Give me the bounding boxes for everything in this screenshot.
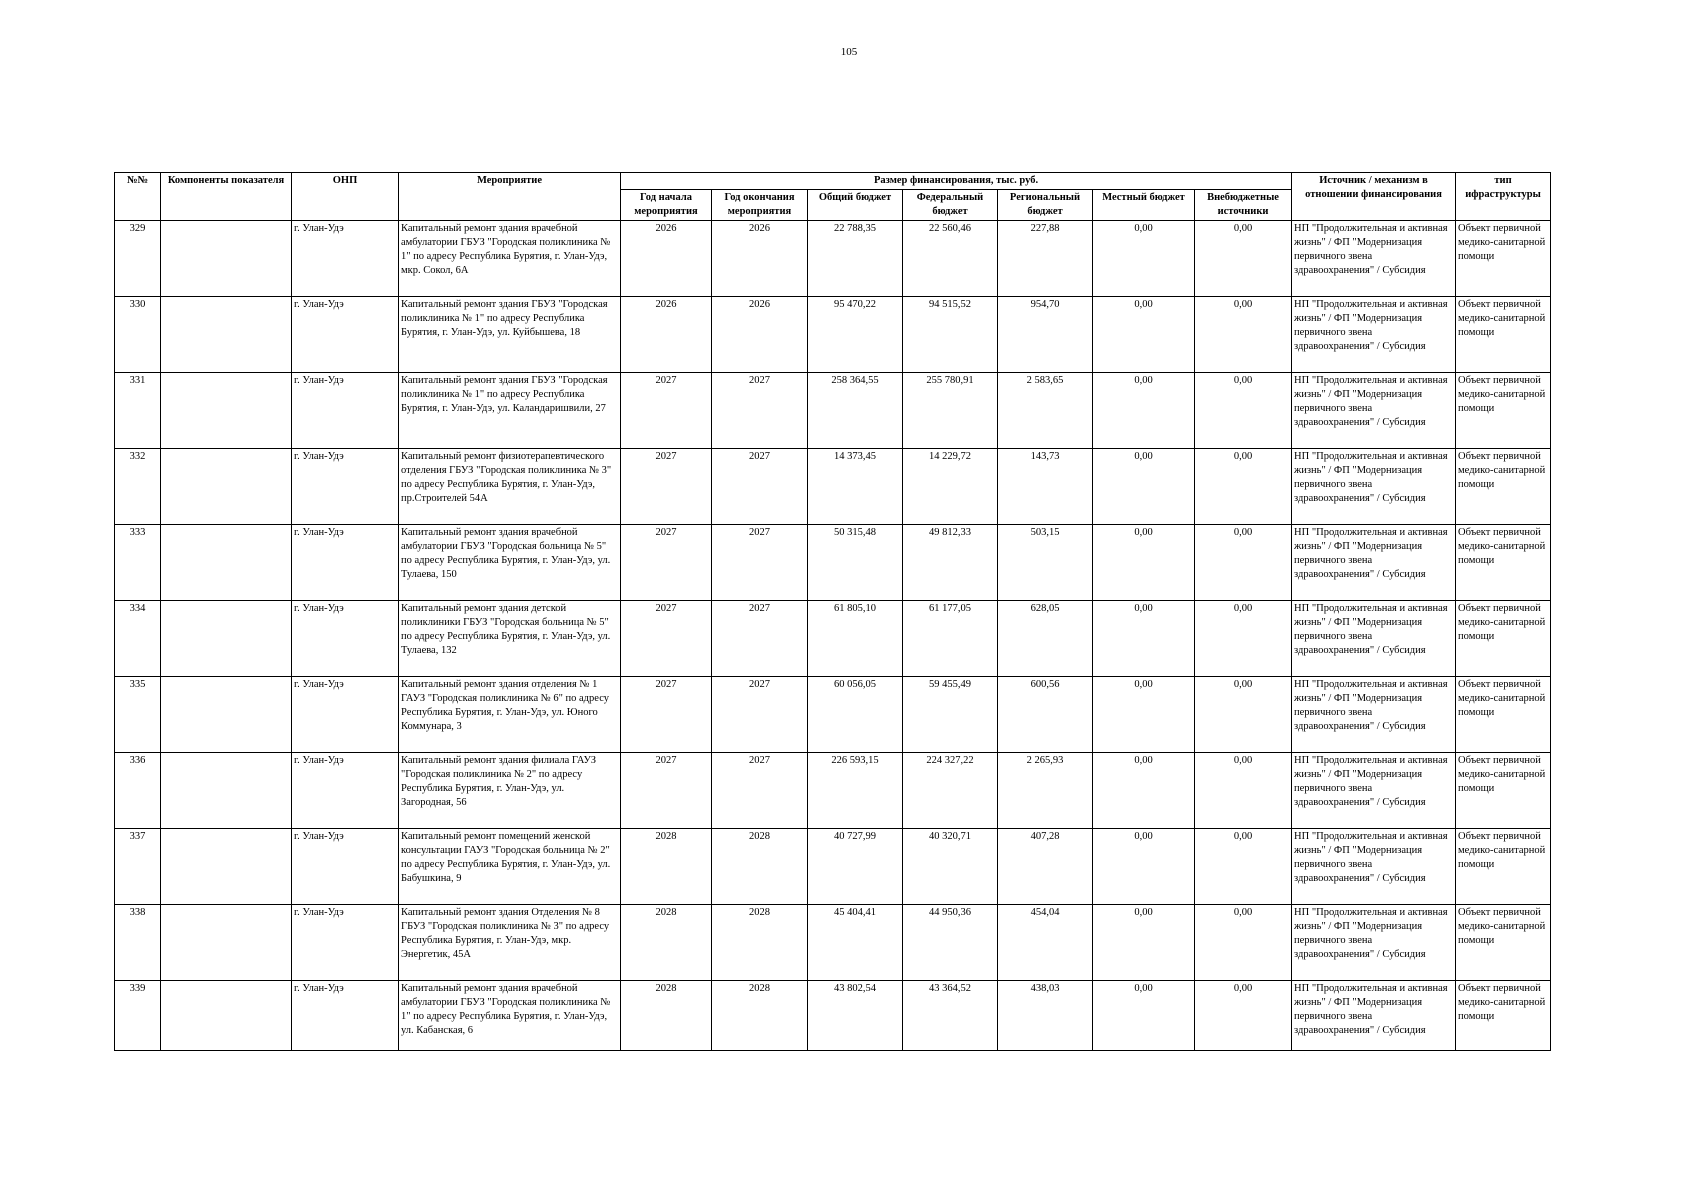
cell-year-start: 2027 [621,373,712,449]
cell-local: 0,00 [1093,981,1195,1051]
cell-total: 40 727,99 [808,829,903,905]
table-row [115,373,1551,449]
cell-offbudget: 0,00 [1195,905,1292,981]
cell-local: 0,00 [1093,297,1195,373]
cell-regional: 454,04 [998,905,1093,981]
header-num: №№ [115,173,161,221]
cell-event: Капитальный ремонт здания отделения № 1 ГАУЗ "Городская поликлиника № 6" по адресу Республика Бурятия, г. Улан-Удэ, ул. Юного Коммунара, 3 [399,677,621,753]
cell-onp: г. Улан-Удэ [292,449,399,525]
cell-infrastructure: Объект первичной медико-санитарной помощи [1456,829,1551,905]
cell-federal: 44 950,36 [903,905,998,981]
header-offbudget: Внебюджетные источники [1195,190,1292,221]
cell-total: 45 404,41 [808,905,903,981]
cell-local: 0,00 [1093,677,1195,753]
cell-onp: г. Улан-Удэ [292,677,399,753]
cell-total: 14 373,45 [808,449,903,525]
cell-num: 339 [115,981,161,1051]
cell-onp: г. Улан-Удэ [292,829,399,905]
cell-source: НП "Продолжительная и активная жизнь" / ФП "Модернизация первичного звена здравоохранения" / Субсидия [1292,981,1456,1051]
cell-year-end: 2027 [712,601,808,677]
cell-onp: г. Улан-Удэ [292,981,399,1051]
cell-federal: 49 812,33 [903,525,998,601]
cell-source: НП "Продолжительная и активная жизнь" / ФП "Модернизация первичного звена здравоохранения" / Субсидия [1292,373,1456,449]
cell-local: 0,00 [1093,601,1195,677]
cell-event: Капитальный ремонт физиотерапевтического отделения ГБУЗ "Городская поликлиника № 3" по адресу Республика Бурятия, г. Улан-Удэ, пр.Строителей 54А [399,449,621,525]
table-header [115,173,1551,221]
cell-total: 50 315,48 [808,525,903,601]
cell-year-end: 2028 [712,981,808,1051]
table-row [115,829,1551,905]
cell-components [161,981,292,1051]
cell-num: 334 [115,601,161,677]
cell-offbudget: 0,00 [1195,601,1292,677]
cell-offbudget: 0,00 [1195,829,1292,905]
cell-infrastructure: Объект первичной медико-санитарной помощи [1456,905,1551,981]
cell-year-start: 2026 [621,221,712,297]
cell-year-start: 2026 [621,297,712,373]
cell-components [161,677,292,753]
cell-infrastructure: Объект первичной медико-санитарной помощи [1456,449,1551,525]
cell-year-end: 2027 [712,753,808,829]
table-row [115,297,1551,373]
cell-components [161,221,292,297]
cell-components [161,829,292,905]
cell-onp: г. Улан-Удэ [292,905,399,981]
table-row [115,905,1551,981]
cell-components [161,753,292,829]
cell-event: Капитальный ремонт здания детской поликлиники ГБУЗ "Городская больница № 5" по адресу Республика Бурятия, г. Улан-Удэ, ул. Тулаева, 132 [399,601,621,677]
cell-offbudget: 0,00 [1195,449,1292,525]
table-row [115,449,1551,525]
cell-num: 330 [115,297,161,373]
cell-offbudget: 0,00 [1195,677,1292,753]
cell-infrastructure: Объект первичной медико-санитарной помощи [1456,677,1551,753]
cell-infrastructure: Объект первичной медико-санитарной помощи [1456,297,1551,373]
cell-offbudget: 0,00 [1195,373,1292,449]
cell-event: Капитальный ремонт здания ГБУЗ "Городская поликлиника № 1" по адресу Республика Бурятия, г. Улан-Удэ, ул. Куйбышева, 18 [399,297,621,373]
cell-offbudget: 0,00 [1195,981,1292,1051]
cell-year-end: 2027 [712,677,808,753]
cell-onp: г. Улан-Удэ [292,525,399,601]
cell-components [161,297,292,373]
cell-num: 333 [115,525,161,601]
header-source: Источник / механизм в отношении финансирования [1292,173,1456,221]
cell-offbudget: 0,00 [1195,221,1292,297]
cell-infrastructure: Объект первичной медико-санитарной помощи [1456,373,1551,449]
cell-local: 0,00 [1093,525,1195,601]
cell-local: 0,00 [1093,753,1195,829]
cell-regional: 227,88 [998,221,1093,297]
cell-regional: 438,03 [998,981,1093,1051]
cell-source: НП "Продолжительная и активная жизнь" / ФП "Модернизация первичного звена здравоохранения" / Субсидия [1292,829,1456,905]
cell-total: 43 802,54 [808,981,903,1051]
table-row [115,677,1551,753]
cell-regional: 2 583,65 [998,373,1093,449]
cell-federal: 22 560,46 [903,221,998,297]
cell-federal: 43 364,52 [903,981,998,1051]
cell-total: 61 805,10 [808,601,903,677]
cell-federal: 255 780,91 [903,373,998,449]
header-event: Мероприятие [399,173,621,221]
cell-onp: г. Улан-Удэ [292,373,399,449]
header-components: Компоненты показателя [161,173,292,221]
cell-total: 258 364,55 [808,373,903,449]
cell-components [161,373,292,449]
cell-regional: 600,56 [998,677,1093,753]
cell-year-end: 2028 [712,905,808,981]
cell-year-end: 2027 [712,449,808,525]
cell-year-start: 2027 [621,753,712,829]
table-row [115,525,1551,601]
cell-num: 329 [115,221,161,297]
cell-offbudget: 0,00 [1195,297,1292,373]
cell-total: 22 788,35 [808,221,903,297]
cell-components [161,525,292,601]
cell-local: 0,00 [1093,905,1195,981]
cell-num: 338 [115,905,161,981]
financing-table [114,172,1551,1051]
cell-year-start: 2027 [621,449,712,525]
cell-year-end: 2026 [712,297,808,373]
cell-federal: 224 327,22 [903,753,998,829]
cell-num: 336 [115,753,161,829]
header-local: Местный бюджет [1093,190,1195,221]
table-row [115,981,1551,1051]
cell-local: 0,00 [1093,829,1195,905]
cell-year-start: 2027 [621,525,712,601]
cell-source: НП "Продолжительная и активная жизнь" / ФП "Модернизация первичного звена здравоохранения" / Субсидия [1292,905,1456,981]
cell-onp: г. Улан-Удэ [292,297,399,373]
cell-regional: 628,05 [998,601,1093,677]
cell-event: Капитальный ремонт здания врачебной амбулатории ГБУЗ "Городская поликлиника № 1" по адресу Республика Бурятия, г. Улан-Удэ, ул. Кабанская, 6 [399,981,621,1051]
cell-source: НП "Продолжительная и активная жизнь" / ФП "Модернизация первичного звена здравоохранения" / Субсидия [1292,449,1456,525]
cell-year-start: 2027 [621,677,712,753]
cell-year-end: 2028 [712,829,808,905]
cell-components [161,905,292,981]
header-funding: Размер финансирования, тыс. руб. [621,173,1292,190]
header-federal: Федеральный бюджет [903,190,998,221]
cell-source: НП "Продолжительная и активная жизнь" / ФП "Модернизация первичного звена здравоохранения" / Субсидия [1292,297,1456,373]
header-year-start: Год начала мероприятия [621,190,712,221]
page-number: 105 [840,46,858,58]
cell-source: НП "Продолжительная и активная жизнь" / ФП "Модернизация первичного звена здравоохранения" / Субсидия [1292,677,1456,753]
cell-federal: 61 177,05 [903,601,998,677]
cell-event: Капитальный ремонт здания филиала ГАУЗ "Городская поликлиника № 2" по адресу Республика Бурятия, г. Улан-Удэ, ул. Загородная, 56 [399,753,621,829]
cell-components [161,449,292,525]
cell-event: Капитальный ремонт здания Отделения № 8 ГБУЗ "Городская поликлиника № 3" по адресу Республика Бурятия, г. Улан-Удэ, мкр. Энергетик, 45А [399,905,621,981]
cell-source: НП "Продолжительная и активная жизнь" / ФП "Модернизация первичного звена здравоохранения" / Субсидия [1292,601,1456,677]
cell-source: НП "Продолжительная и активная жизнь" / ФП "Модернизация первичного звена здравоохранения" / Субсидия [1292,753,1456,829]
cell-year-start: 2027 [621,601,712,677]
cell-year-end: 2027 [712,373,808,449]
cell-regional: 503,15 [998,525,1093,601]
cell-local: 0,00 [1093,373,1195,449]
cell-local: 0,00 [1093,449,1195,525]
cell-event: Капитальный ремонт здания ГБУЗ "Городская поликлиника № 1" по адресу Республика Бурятия, г. Улан-Удэ, ул. Каландаришвили, 27 [399,373,621,449]
cell-total: 95 470,22 [808,297,903,373]
header-total: Общий бюджет [808,190,903,221]
cell-year-end: 2027 [712,525,808,601]
header-regional: Региональный бюджет [998,190,1093,221]
cell-regional: 2 265,93 [998,753,1093,829]
cell-num: 332 [115,449,161,525]
cell-infrastructure: Объект первичной медико-санитарной помощи [1456,525,1551,601]
cell-num: 337 [115,829,161,905]
cell-onp: г. Улан-Удэ [292,601,399,677]
cell-event: Капитальный ремонт помещений женской консультации ГАУЗ "Городская больница № 2" по адресу Республика Бурятия, г. Улан-Удэ, ул. Бабушкина, 9 [399,829,621,905]
cell-offbudget: 0,00 [1195,525,1292,601]
table-body [115,221,1551,1051]
cell-num: 331 [115,373,161,449]
cell-year-start: 2028 [621,905,712,981]
header-infrastructure: тип ифраструктуры [1456,173,1551,221]
cell-infrastructure: Объект первичной медико-санитарной помощи [1456,753,1551,829]
cell-infrastructure: Объект первичной медико-санитарной помощи [1456,221,1551,297]
table-row [115,221,1551,297]
cell-onp: г. Улан-Удэ [292,221,399,297]
cell-infrastructure: Объект первичной медико-санитарной помощи [1456,981,1551,1051]
cell-federal: 14 229,72 [903,449,998,525]
cell-components [161,601,292,677]
header-onp: ОНП [292,173,399,221]
cell-offbudget: 0,00 [1195,753,1292,829]
cell-regional: 143,73 [998,449,1093,525]
cell-total: 226 593,15 [808,753,903,829]
cell-year-start: 2028 [621,981,712,1051]
table-row [115,753,1551,829]
cell-onp: г. Улан-Удэ [292,753,399,829]
cell-source: НП "Продолжительная и активная жизнь" / ФП "Модернизация первичного звена здравоохранения" / Субсидия [1292,221,1456,297]
cell-year-end: 2026 [712,221,808,297]
cell-local: 0,00 [1093,221,1195,297]
cell-event: Капитальный ремонт здания врачебной амбулатории ГБУЗ "Городская поликлиника № 1" по адресу Республика Бурятия, г. Улан-Удэ, мкр. Сокол, 6А [399,221,621,297]
cell-federal: 40 320,71 [903,829,998,905]
cell-total: 60 056,05 [808,677,903,753]
table-row [115,601,1551,677]
cell-infrastructure: Объект первичной медико-санитарной помощи [1456,601,1551,677]
cell-num: 335 [115,677,161,753]
cell-regional: 954,70 [998,297,1093,373]
cell-year-start: 2028 [621,829,712,905]
header-year-end: Год окончания мероприятия [712,190,808,221]
cell-source: НП "Продолжительная и активная жизнь" / ФП "Модернизация первичного звена здравоохранения" / Субсидия [1292,525,1456,601]
cell-federal: 94 515,52 [903,297,998,373]
cell-event: Капитальный ремонт здания врачебной амбулатории ГБУЗ "Городская больница № 5" по адресу Республика Бурятия, г. Улан-Удэ, ул. Тулаева, 150 [399,525,621,601]
cell-regional: 407,28 [998,829,1093,905]
cell-federal: 59 455,49 [903,677,998,753]
